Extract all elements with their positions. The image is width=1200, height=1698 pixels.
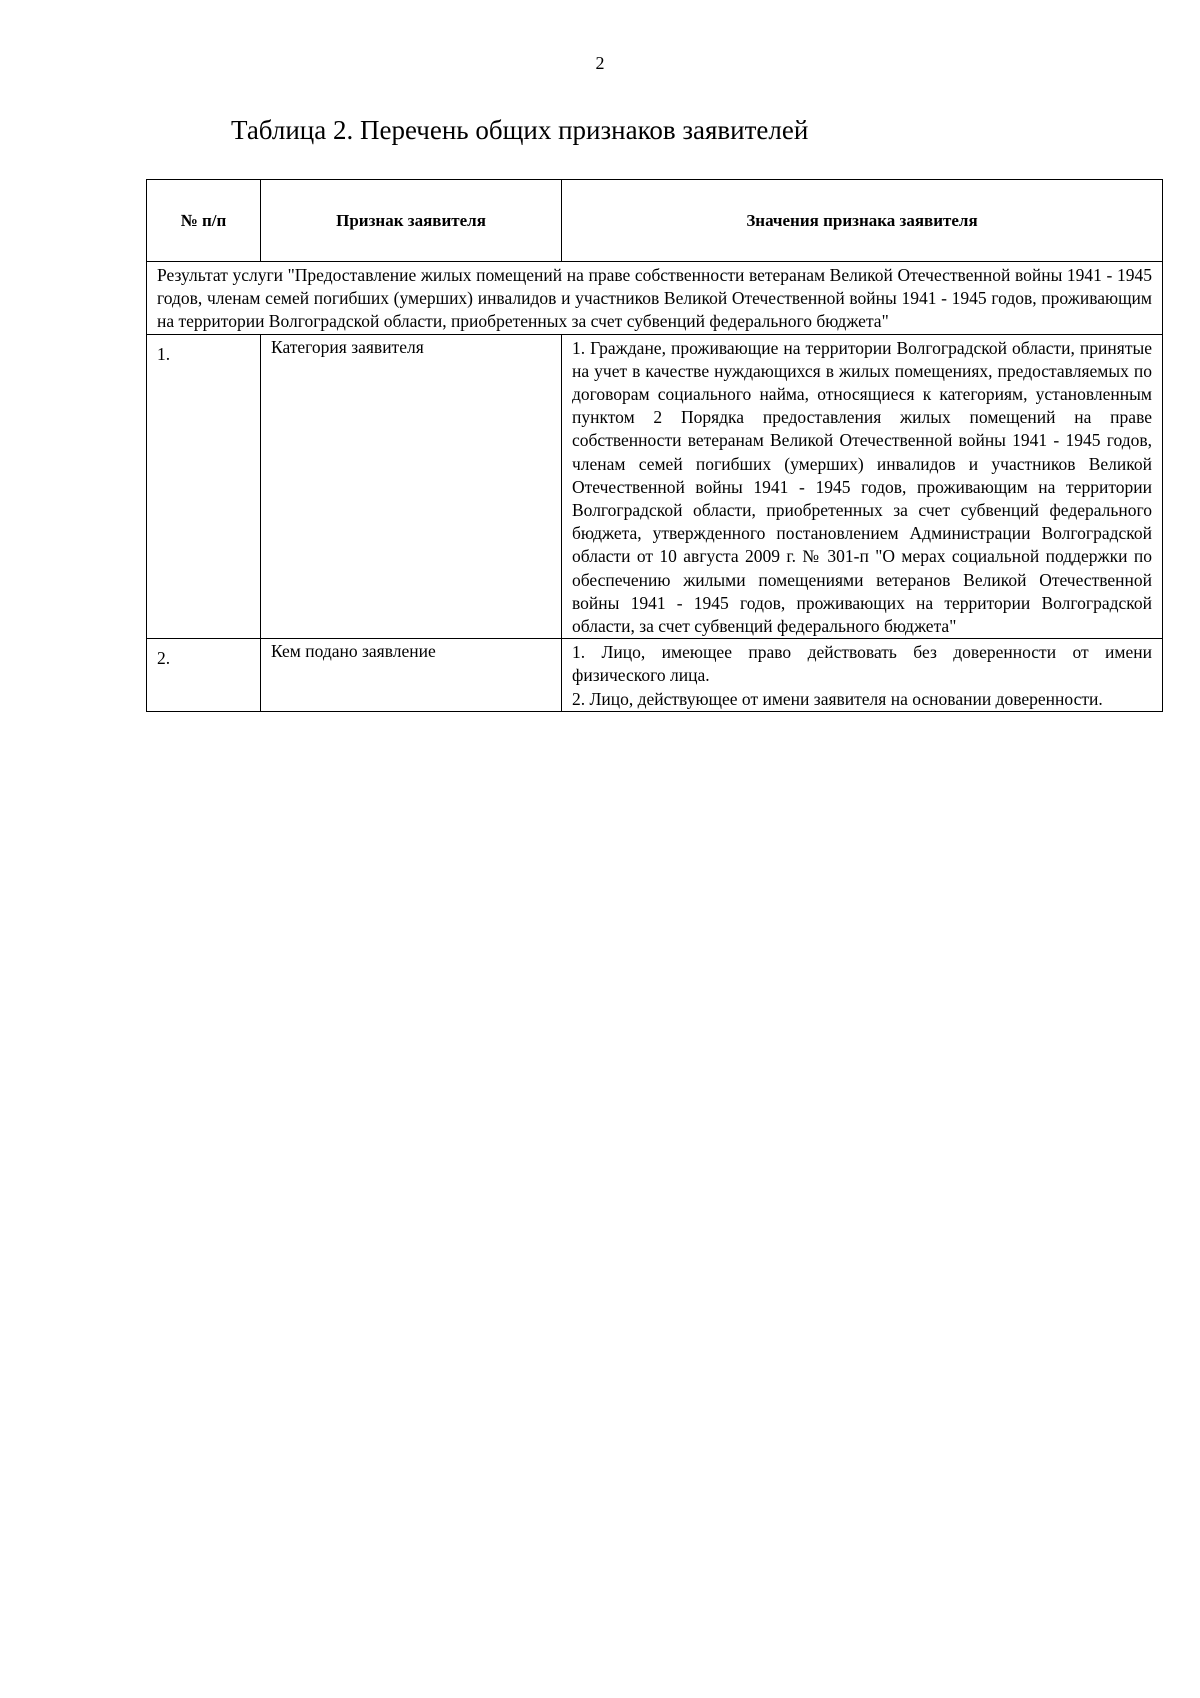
- table-title: Таблица 2. Перечень общих признаков заявителей: [231, 115, 809, 145]
- row-value-item: 2. Лицо, действующее от имени заявителя на основании доверенности.: [572, 688, 1103, 709]
- row-attribute: Кем подано заявление: [261, 639, 562, 712]
- table-row: [147, 334, 1163, 639]
- row-number: 2.: [147, 639, 261, 712]
- table-header-row: [147, 180, 1163, 262]
- row-attribute: Категория заявителя: [261, 334, 562, 639]
- header-attribute: Признак заявителя: [261, 180, 562, 262]
- page-number: 2: [595, 53, 605, 73]
- applicant-attributes-table: [146, 179, 1163, 712]
- row-number: 1.: [147, 334, 261, 639]
- header-values: Значения признака заявителя: [562, 180, 1163, 262]
- service-result-row: [147, 262, 1163, 335]
- row-values: [562, 334, 1163, 639]
- service-result-cell: Результат услуги "Предоставление жилых помещений на праве собственности ветеранам Великой Отечественной войны 1941 - 1945 годов, членам семей погибших (умерших) инвалидов и участников Великой Отечественной войны 1941 - 1945 годов, проживающим на территории Волгоградской области, приобретенных за счет субвенций федерального бюджета": [147, 262, 1163, 335]
- row-value-item: 1. Лицо, имеющее право действовать без доверенности от имени физического лица.: [572, 642, 1152, 686]
- header-number: № п/п: [147, 180, 261, 262]
- row-value-item: 1. Граждане, проживающие на территории Волгоградской области, принятые на учет в качестве нуждающихся в жилых помещениях, предоставляемых по договорам социального найма, относящиеся к категориям, установленным пунктом 2 Порядка предоставления жилых помещений на праве собственности ветеранам Великой Отечественной войны 1941 - 1945 годов, членам семей погибших (умерших) инвалидов и участников Великой Отечественной войны 1941 - 1945 годов, проживающим на территории Волгоградской области, приобретенных за счет субвенций федерального бюджета, утвержденного постановлением Администрации Волгоградской области от 10 августа 2009 г. № 301-п "О мерах социальной поддержки по обеспечению жилыми помещениями ветеранов Великой Отечественной войны 1941 - 1945 годов, проживающих на территории Волгоградской области, за счет субвенций федерального бюджета": [572, 337, 1152, 637]
- table-row: [147, 639, 1163, 712]
- row-values: [562, 639, 1163, 712]
